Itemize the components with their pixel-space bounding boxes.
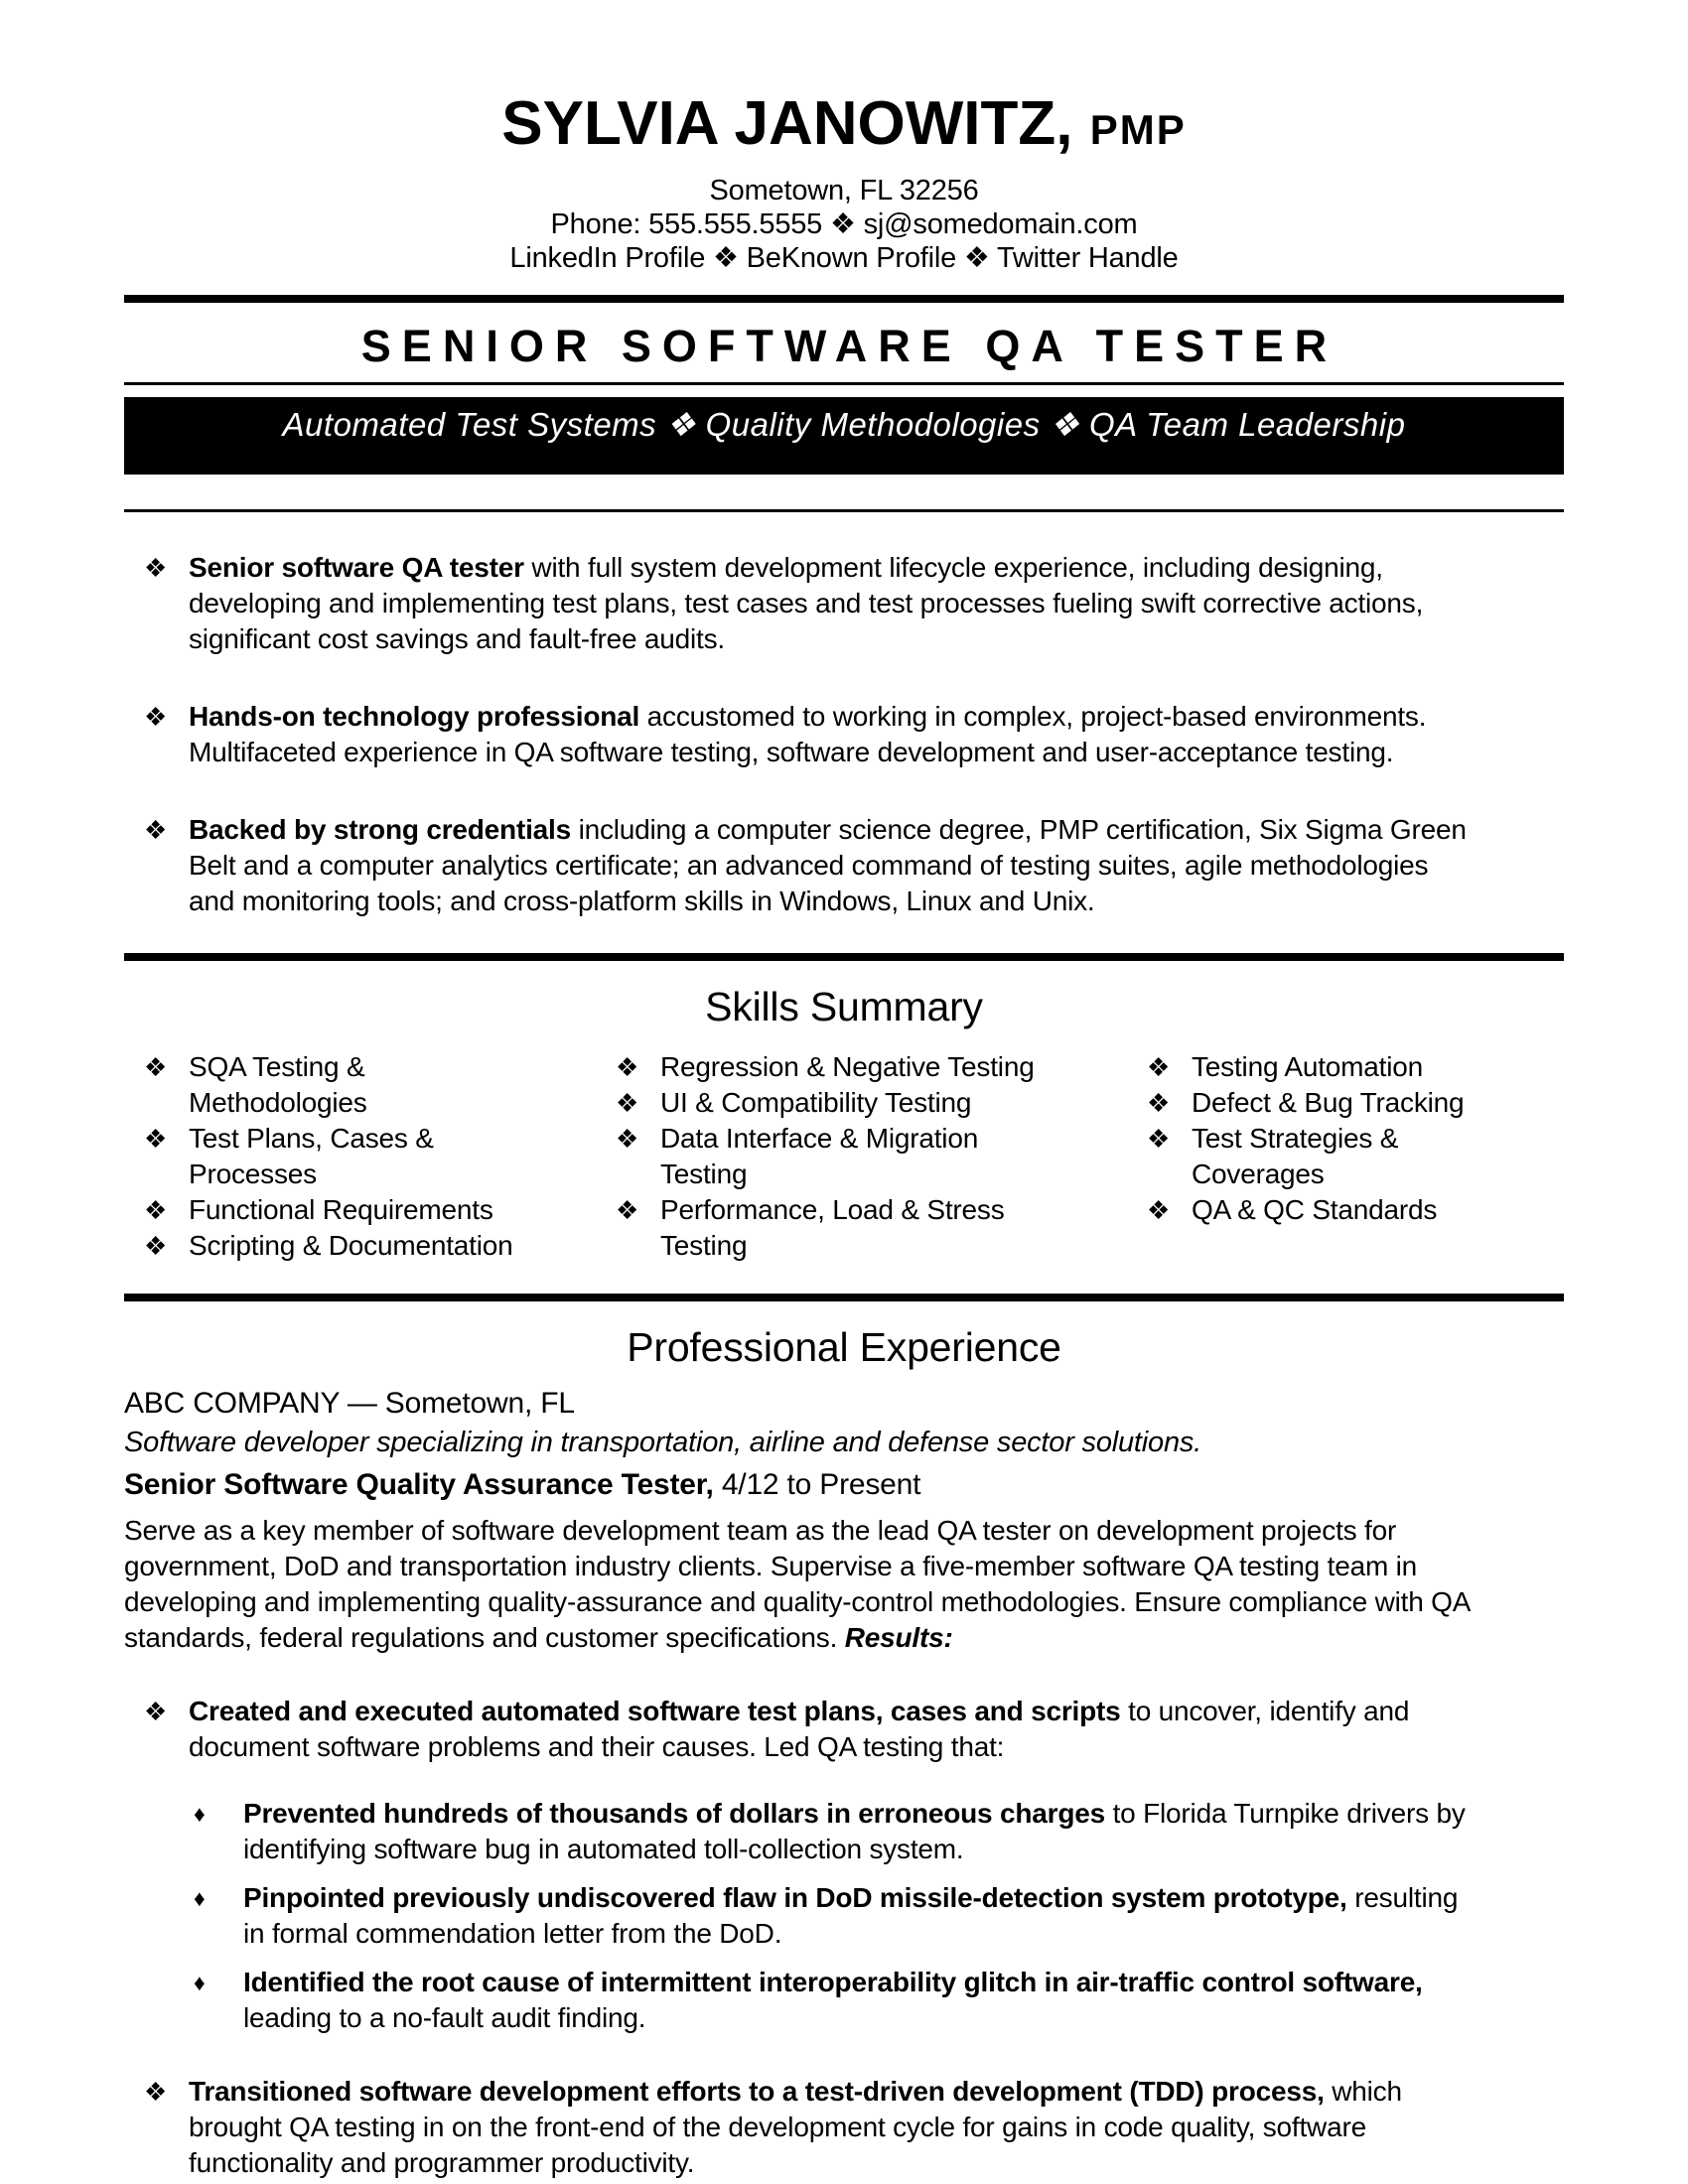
diamond-bullet-icon: ❖: [144, 1124, 168, 1154]
divider-under-banner: [124, 509, 1564, 512]
experience-sub-bullets: [124, 1796, 1564, 2036]
skill-label: Data Interface & Migration Testing: [660, 1123, 979, 1189]
company-description: Software developer specializing in transportation, airline and defense sector solutions.: [124, 1427, 1202, 1458]
experience-bullet-lead: Created and executed automated software test plans, cases and scripts: [189, 1696, 1121, 1726]
skill-item: [616, 1085, 1147, 1121]
diamond-bullet-icon: ❖: [144, 1231, 168, 1261]
small-diamond-bullet-icon: ♦: [194, 1801, 206, 1827]
sub-bullet-text: [243, 1796, 1479, 1867]
skill-label: Functional Requirements: [189, 1194, 493, 1225]
experience-bullet-text: [189, 2074, 1479, 2181]
diamond-bullet-icon: ❖: [616, 1195, 639, 1225]
skill-item: [1147, 1121, 1564, 1192]
experience-bullet-rest: which brought QA testing in on the front-end of the development cycle for gains in code quality, software functionality and programmer productivity.: [189, 2076, 1402, 2178]
skill-label: SQA Testing & Methodologies: [189, 1051, 367, 1118]
divider-experience: [124, 1294, 1564, 1301]
company-line: ABC COMPANY — Sometown, FL: [124, 1387, 575, 1420]
divider-header: [124, 295, 1564, 303]
summary-bullet-text: [189, 699, 1479, 770]
summary-bullet: [124, 699, 1564, 770]
results-label: Results:: [844, 1622, 953, 1653]
diamond-bullet-icon: ❖: [1147, 1124, 1171, 1154]
experience-sub-bullet: [124, 1796, 1564, 1867]
diamond-bullet-icon: ❖: [1147, 1195, 1171, 1225]
skill-label: Testing Automation: [1192, 1051, 1423, 1082]
diamond-bullet-icon: ❖: [1147, 1052, 1171, 1082]
sub-bullet-text: [243, 1880, 1479, 1952]
diamond-bullet-icon: ❖: [616, 1124, 639, 1154]
diamond-bullet-icon: ❖: [1147, 1088, 1171, 1118]
skill-item: [1147, 1192, 1564, 1228]
diamond-bullet-icon: ❖: [616, 1088, 639, 1118]
job-dates: 4/12 to Present: [713, 1468, 921, 1501]
summary-bullet: [124, 812, 1564, 919]
skill-label: UI & Compatibility Testing: [660, 1087, 972, 1118]
skills-grid: [124, 1049, 1564, 1264]
experience-section: [124, 1324, 1564, 2181]
skill-label: Defect & Bug Tracking: [1192, 1087, 1465, 1118]
candidate-name-text: SYLVIA JANOWITZ,: [501, 89, 1073, 158]
summary-section: [124, 550, 1564, 919]
skill-label: QA & QC Standards: [1192, 1194, 1438, 1225]
experience-bullet-rest: to uncover, identify and document software problems and their causes. Led QA testing that:: [189, 1696, 1410, 1762]
skill-label: Scripting & Documentation: [189, 1230, 513, 1261]
experience-sub-bullet: [124, 1880, 1564, 1952]
summary-bullet: [124, 550, 1564, 657]
experience-bullet: [124, 2074, 1564, 2181]
skills-column-2: [616, 1049, 1147, 1264]
diamond-bullet-icon: ❖: [144, 815, 168, 845]
contact-phone-email: Phone: 555.555.5555 ❖ sj@somedomain.com: [550, 208, 1138, 240]
sub-bullet-lead: Pinpointed previously undiscovered flaw in DoD missile-detection system prototype,: [243, 1882, 1347, 1913]
experience-paragraph-text: Serve as a key member of software development team as the lead QA tester on development projects for government, DoD and transportation industry clients. Supervise a five-member software QA testing team in developing and implementing quality-assurance and quality-control methodologies. Ensure compliance with QA standards, federal regulations and customer specifications.: [124, 1515, 1470, 1653]
sub-bullet-text: [243, 1965, 1479, 2036]
summary-bullet-lead: Senior software QA tester: [189, 552, 524, 583]
experience-heading: Professional Experience: [627, 1324, 1061, 1370]
small-diamond-bullet-icon: ♦: [194, 1885, 206, 1911]
summary-bullet-rest: including a computer science degree, PMP certification, Six Sigma Green Belt and a computer analytics certificate; an advanced command of testing suites, agile methodologies and monitoring tools; and cross-platform skills in Windows, Linux and Unix.: [189, 814, 1467, 916]
resume-header: [124, 0, 1564, 275]
keywords-banner: [124, 397, 1564, 475]
diamond-bullet-icon: ❖: [144, 1052, 168, 1082]
skill-label: Regression & Negative Testing: [660, 1051, 1035, 1082]
role-title: SENIOR SOFTWARE QA TESTER: [360, 321, 1338, 371]
sub-bullet-rest: leading to a no-fault audit finding.: [243, 2002, 646, 2033]
skill-item: [616, 1049, 1147, 1085]
job-title: Senior Software Quality Assurance Tester,: [124, 1468, 714, 1501]
skills-section: [124, 984, 1564, 1264]
skill-label: Performance, Load & Stress Testing: [660, 1194, 1005, 1261]
sub-bullet-lead: Prevented hundreds of thousands of dollars in erroneous charges: [243, 1798, 1106, 1829]
diamond-bullet-icon: ❖: [144, 1697, 168, 1726]
experience-bullets: [124, 1694, 1564, 2181]
experience-paragraph: [124, 1513, 1484, 1656]
candidate-name: [124, 0, 1564, 165]
candidate-credential: PMP: [1089, 106, 1187, 153]
experience-bullet-text: [189, 1694, 1479, 1765]
skill-label: Test Plans, Cases & Processes: [189, 1123, 434, 1189]
contact-location: Sometown, FL 32256: [709, 175, 979, 206]
skill-item: [616, 1121, 1147, 1192]
summary-bullet-rest: with full system development lifecycle experience, including designing, developing and implementing test plans, test cases and test processes fueling swift corrective actions, significant cost savings and fault-free audits.: [189, 552, 1424, 654]
skill-item: [616, 1192, 1147, 1264]
contact-profiles: LinkedIn Profile ❖ BeKnown Profile ❖ Twitter Handle: [509, 242, 1179, 274]
diamond-bullet-icon: ❖: [144, 2077, 168, 2107]
skills-column-3: [1147, 1049, 1564, 1264]
sub-bullet-lead: Identified the root cause of intermittent interoperability glitch in air-traffic control software,: [243, 1967, 1423, 1997]
skill-item: [1147, 1049, 1564, 1085]
sub-bullet-rest: resulting in formal commendation letter from the DoD.: [243, 1882, 1459, 1949]
experience-bullet: [124, 1694, 1564, 1765]
experience-bullet-lead: Transitioned software development efforts to a test-driven development (TDD) process,: [189, 2076, 1325, 2107]
summary-bullet-rest: accustomed to working in complex, project-based environments. Multifaceted experience in QA software testing, software development and user-acceptance testing.: [189, 701, 1427, 767]
diamond-bullet-icon: ❖: [144, 1195, 168, 1225]
skill-item: [124, 1192, 616, 1228]
skills-column-1: [124, 1049, 616, 1264]
keywords-banner-text: Automated Test Systems ❖ Quality Methodologies ❖ QA Team Leadership: [282, 406, 1406, 443]
diamond-bullet-icon: ❖: [144, 702, 168, 732]
experience-sub-bullet: [124, 1965, 1564, 2036]
skill-item: [124, 1049, 616, 1121]
skill-item: [124, 1121, 616, 1192]
skill-item: [1147, 1085, 1564, 1121]
skill-label: Test Strategies & Coverages: [1192, 1123, 1399, 1189]
summary-bullet-lead: Backed by strong credentials: [189, 814, 571, 845]
summary-bullet-text: [189, 812, 1479, 919]
contact-block: [124, 174, 1564, 275]
small-diamond-bullet-icon: ♦: [194, 1970, 206, 1995]
summary-bullet-text: [189, 550, 1479, 657]
divider-under-title: [124, 382, 1564, 385]
diamond-bullet-icon: ❖: [616, 1052, 639, 1082]
summary-bullet-lead: Hands-on technology professional: [189, 701, 640, 732]
skill-item: [124, 1228, 616, 1264]
divider-skills: [124, 953, 1564, 961]
skills-heading: Skills Summary: [705, 984, 983, 1029]
sub-bullet-rest: to Florida Turnpike drivers by identifying software bug in automated toll-collection system.: [243, 1798, 1466, 1864]
job-title-line: [124, 1466, 1564, 1504]
diamond-bullet-icon: ❖: [144, 553, 168, 583]
